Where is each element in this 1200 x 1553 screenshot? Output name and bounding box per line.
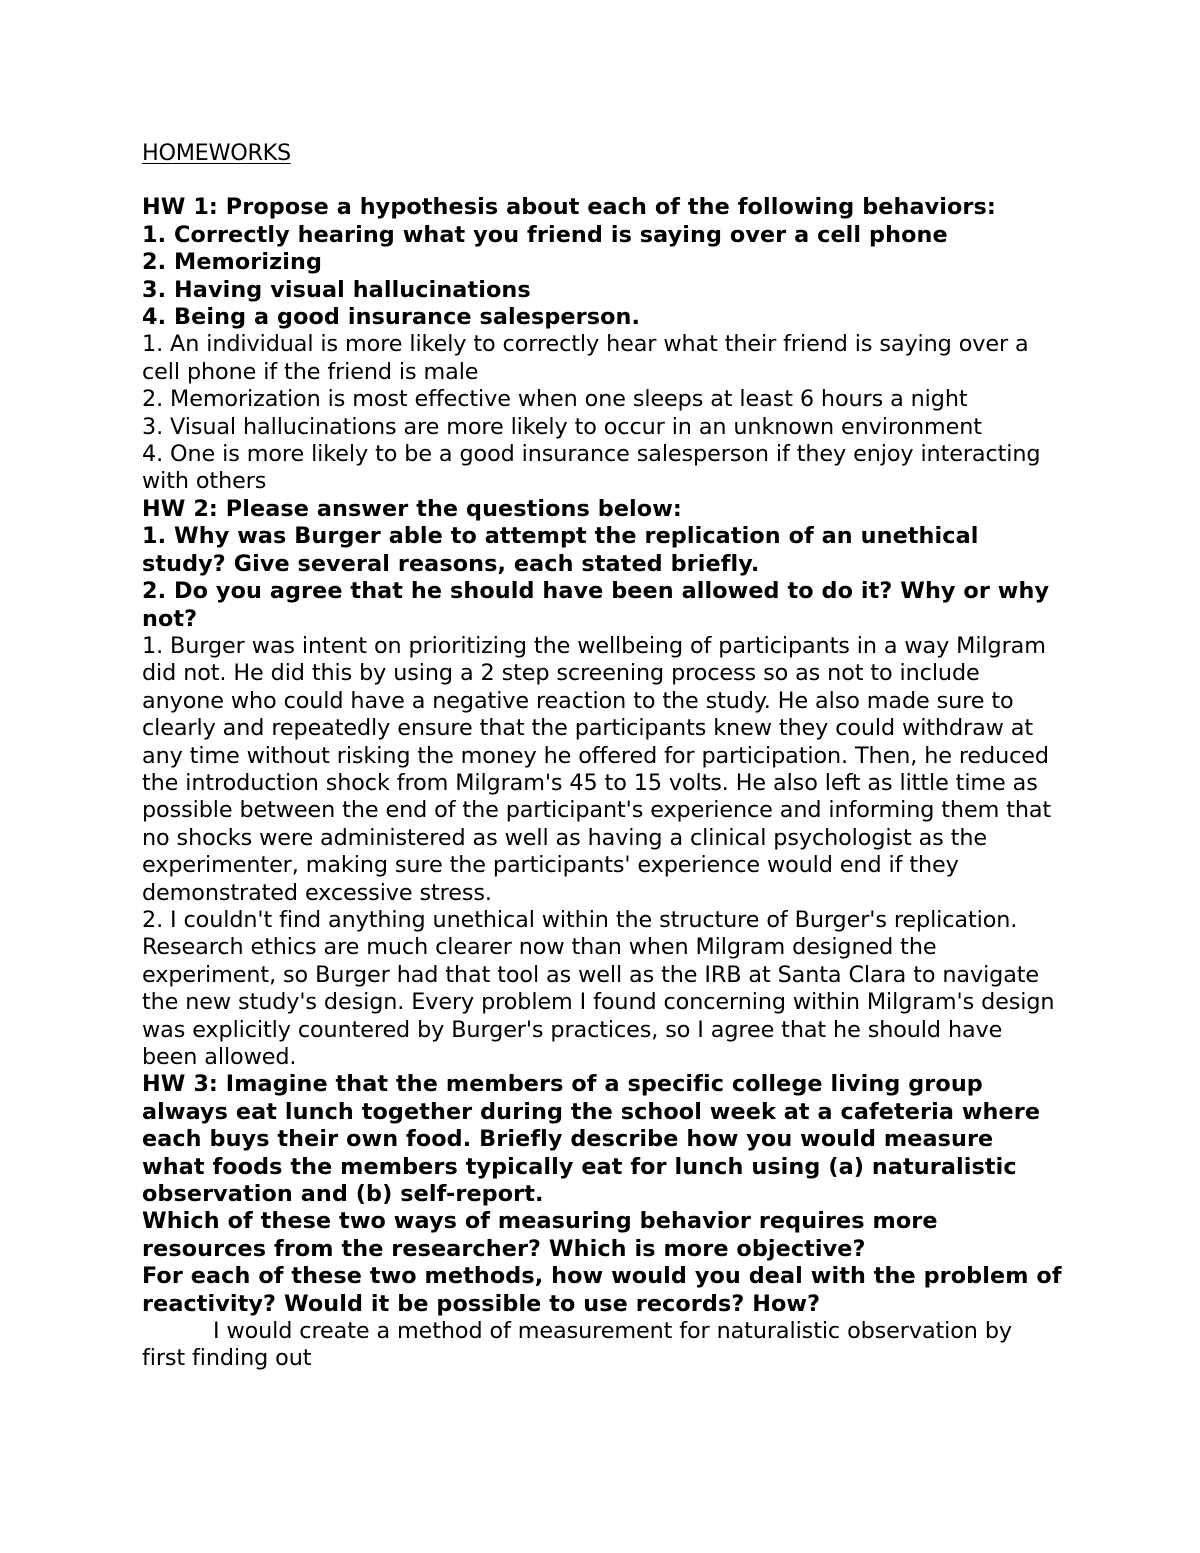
hw2-answer: 1. Burger was intent on prioritizing the wellbeing of participants in a way Milgram did not. He did this by using a 2 step screening process so as not to include anyone who could have a negative reaction to the study. He also made sure to clearly and repeatedly ensure that the participants knew they could withdraw at any time without risking the money he offered for participation. Then, he reduced the introduction shock from Milgram's 45 to 15 volts. He also left as little time as possible between the end of the participant's experience and informing them that no shocks were administered as well as having a clinical psychologist as the experimenter, making sure the participants' experience would end if they demonstrated excessive stress. <box>142 632 1052 906</box>
hw1-answer: 4. One is more likely to be a good insurance salesperson if they enjoy interacting with others <box>142 441 1041 495</box>
hw1-answer: 3. Visual hallucinations are more likely to occur in an unknown environment <box>142 413 982 440</box>
hw2-prompt: HW 2: Please answer the questions below: <box>142 495 682 522</box>
hw3-question: For each of these two methods, how would you deal with the problem of reactivity? Would it be possible to use records? How? <box>142 1263 1062 1317</box>
document-title: HOMEWORKS <box>142 140 291 166</box>
hw3-answer: I would create a method of measurement for naturalistic observation by first finding out <box>142 1318 1012 1372</box>
hw2-question: 1. Why was Burger able to attempt the replication of an unethical study? Give several reasons, each stated briefly. <box>142 523 979 577</box>
hw1-answer: 2. Memorization is most effective when one sleeps at least 6 hours a night <box>142 386 968 413</box>
hw1-item: 4. Being a good insurance salesperson. <box>142 304 641 331</box>
hw1-item: 3. Having visual hallucinations <box>142 276 531 303</box>
hw1-answer: 1. An individual is more likely to correctly hear what their friend is saying over a cell phone if the friend is male <box>142 331 1029 385</box>
document-page <box>142 140 1062 1373</box>
hw2-question: 2. Do you agree that he should have been allowed to do it? Why or why not? <box>142 578 1050 632</box>
hw1-prompt: HW 1: Propose a hypothesis about each of the following behaviors: <box>142 194 996 221</box>
hw1-item: 2. Memorizing <box>142 249 323 276</box>
hw2-answer: 2. I couldn't find anything unethical within the structure of Burger's replication. Research ethics are much clearer now than when Milgram designed the experiment, so Burger had that tool as well as the IRB at Santa Clara to navigate the new study's design. Every problem I found concerning within Milgram's design was explicitly countered by Burger's practices, so I agree that he should have been allowed. <box>142 906 1055 1070</box>
hw1-item: 1. Correctly hearing what you friend is saying over a cell phone <box>142 221 948 248</box>
hw3-prompt: HW 3: Imagine that the members of a specific college living group always eat lunch together during the school week at a cafeteria where each buys their own food. Briefly describe how you would measure what foods the members typically eat for lunch using (a) naturalistic observation and (b) self-report. <box>142 1071 1041 1208</box>
hw3-question: Which of these two ways of measuring behavior requires more resources from the researcher? Which is more objective? <box>142 1208 938 1262</box>
